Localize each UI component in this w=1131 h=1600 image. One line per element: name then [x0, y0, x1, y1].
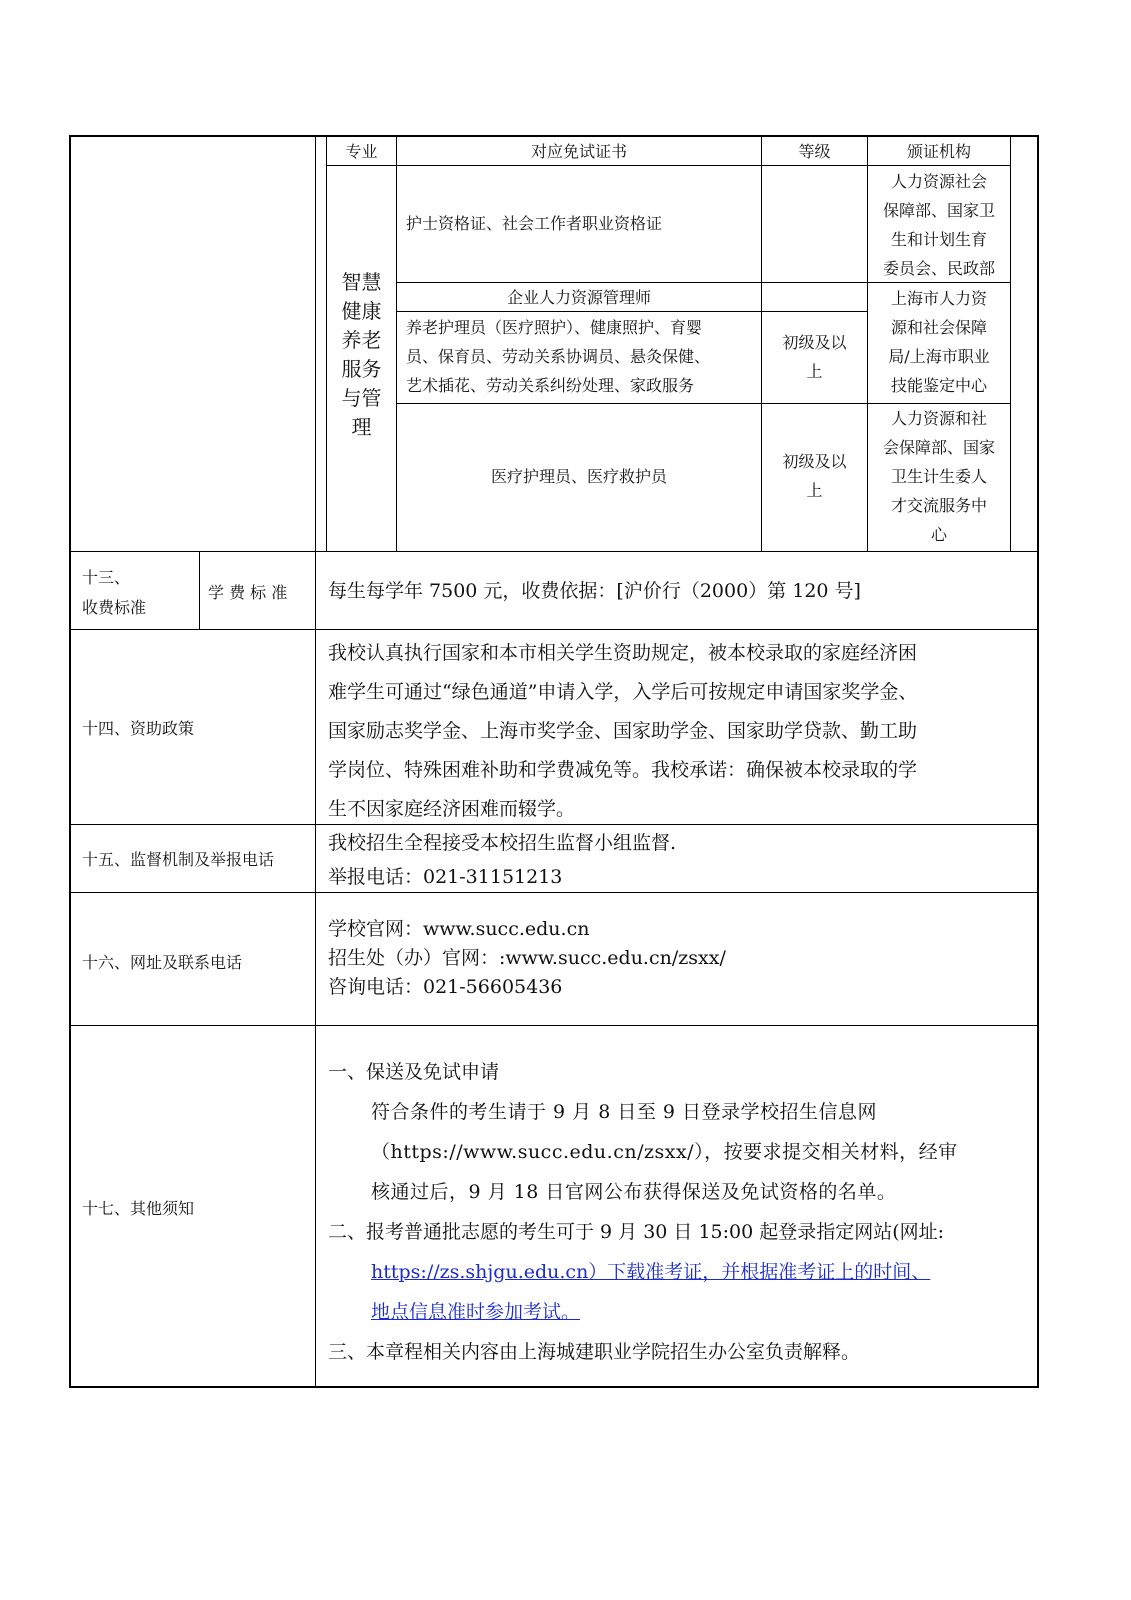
section-16-content — [328, 915, 726, 1002]
row-divider-13 — [69, 551, 1039, 552]
cert-header-certificate: 对应免试证书 — [530, 142, 627, 161]
cert-table-header-bottom — [326, 165, 1011, 166]
cert-row4-issuer: 人力资源和社 会保障部、国家 卫生计生委人 才交流服务中 心 — [882, 409, 995, 544]
section-13-content: 每生每学年 7500 元，收费依据：[沪价行（2000）第 120 号] — [328, 580, 861, 602]
label-column-divider — [315, 135, 316, 1388]
cert-header-major: 专业 — [345, 142, 378, 161]
section-14-content: 我校认真执行国家和本市相关学生资助规定，被本校录取的家庭经济困 难学生可通过“绿色通道”申请入学，入学后可按规定申请国家奖学金、 国家励志奖学金、上海市奖学金、国家助学金、国家助学贷款、勤工助 学岗位、特殊困难补助和学费减免等。我校承诺：确保被本校录取的学 生不因家庭经济困难而辍学。 — [328, 642, 918, 820]
cert-row3-certificate: 养老护理员（医疗照护）、健康照护、育婴 员、保育员、劳动关系协调员、悬灸保健、 艺术插花、劳动关系纠纷处理、家政服务 — [406, 318, 711, 395]
cert-shared-issuer: 上海市人力资 源和社会保障 局/上海市职业 技能鉴定中心 — [888, 289, 990, 395]
section-14-label: 十四、资助政策 — [82, 719, 195, 738]
item2-line: 二、报考普通批志愿的考生可于 9 月 30 日 15:00 起登录指定网站(网址: — [328, 1221, 945, 1243]
outer-left-border — [69, 135, 71, 1388]
cert-row2-certificate: 企业人力资源管理师 — [506, 288, 651, 307]
item1-body: 符合条件的考生请于 9 月 8 日至 9 日登录学校招生信息网 （https://www.succ.edu.cn/zsxx/），按要求提交相关材料，经审 核通过后，9 月 18 日官网公布获得保送及免试资格的名单。 — [371, 1101, 958, 1203]
cert-header-issuer: 颁证机构 — [906, 142, 971, 161]
section-17-label: 十七、其他须知 — [82, 1199, 195, 1218]
item3-line: 三、本章程相关内容由上海城建职业学院招生办公室负责解释。 — [328, 1341, 861, 1363]
section-17-content — [328, 1052, 1033, 1372]
cert-row2-bottom — [396, 311, 868, 312]
cert-row4-certificate: 医疗护理员、医疗救护员 — [490, 467, 667, 486]
section-13-sublabel: 学 费 标 准 — [208, 583, 288, 602]
cert-table-right — [1010, 137, 1011, 551]
row-divider-14 — [69, 629, 1039, 630]
cert-row4-level: 初级及以 上 — [782, 452, 847, 500]
outer-right-border — [1037, 135, 1039, 1388]
row-divider-17 — [69, 1025, 1039, 1026]
cert-row1-certificate: 护士资格证、社会工作者职业资格证 — [406, 214, 663, 233]
admissions-website-line: 招生处（办）官网：:www.succ.edu.cn/zsxx/ — [328, 947, 726, 969]
item1-title: 一、保送及免试申请 — [328, 1061, 500, 1083]
outer-bottom-border — [69, 1386, 1039, 1388]
cert-row3-level: 初级及以 上 — [782, 333, 847, 381]
school-website-line: 学校官网：www.succ.edu.cn — [328, 918, 590, 940]
consult-phone-line: 咨询电话：021-56605436 — [328, 976, 563, 998]
section-15-label: 十五、监督机制及举报电话 — [82, 850, 275, 869]
item2-link[interactable]: https://zs.shjgu.edu.cn）下载准考证，并根据准考证上的时间、 地点信息准时参加考试。 — [371, 1261, 931, 1323]
section-13-label: 十三、 收费标准 — [82, 568, 147, 617]
section-15-content: 我校招生全程接受本校招生监督小组监督. 举报电话：021-31151213 — [328, 832, 677, 888]
sub-label-divider — [199, 551, 200, 629]
cert-header-level: 等级 — [798, 142, 831, 161]
cert-major-name: 智慧 健康 养老 服务 与管 理 — [341, 270, 382, 439]
section-16-label: 十六、网址及联系电话 — [82, 953, 243, 972]
cert-row1-issuer: 人力资源社会 保障部、国家卫 生和计划生育 委员会、民政部 — [882, 172, 995, 278]
